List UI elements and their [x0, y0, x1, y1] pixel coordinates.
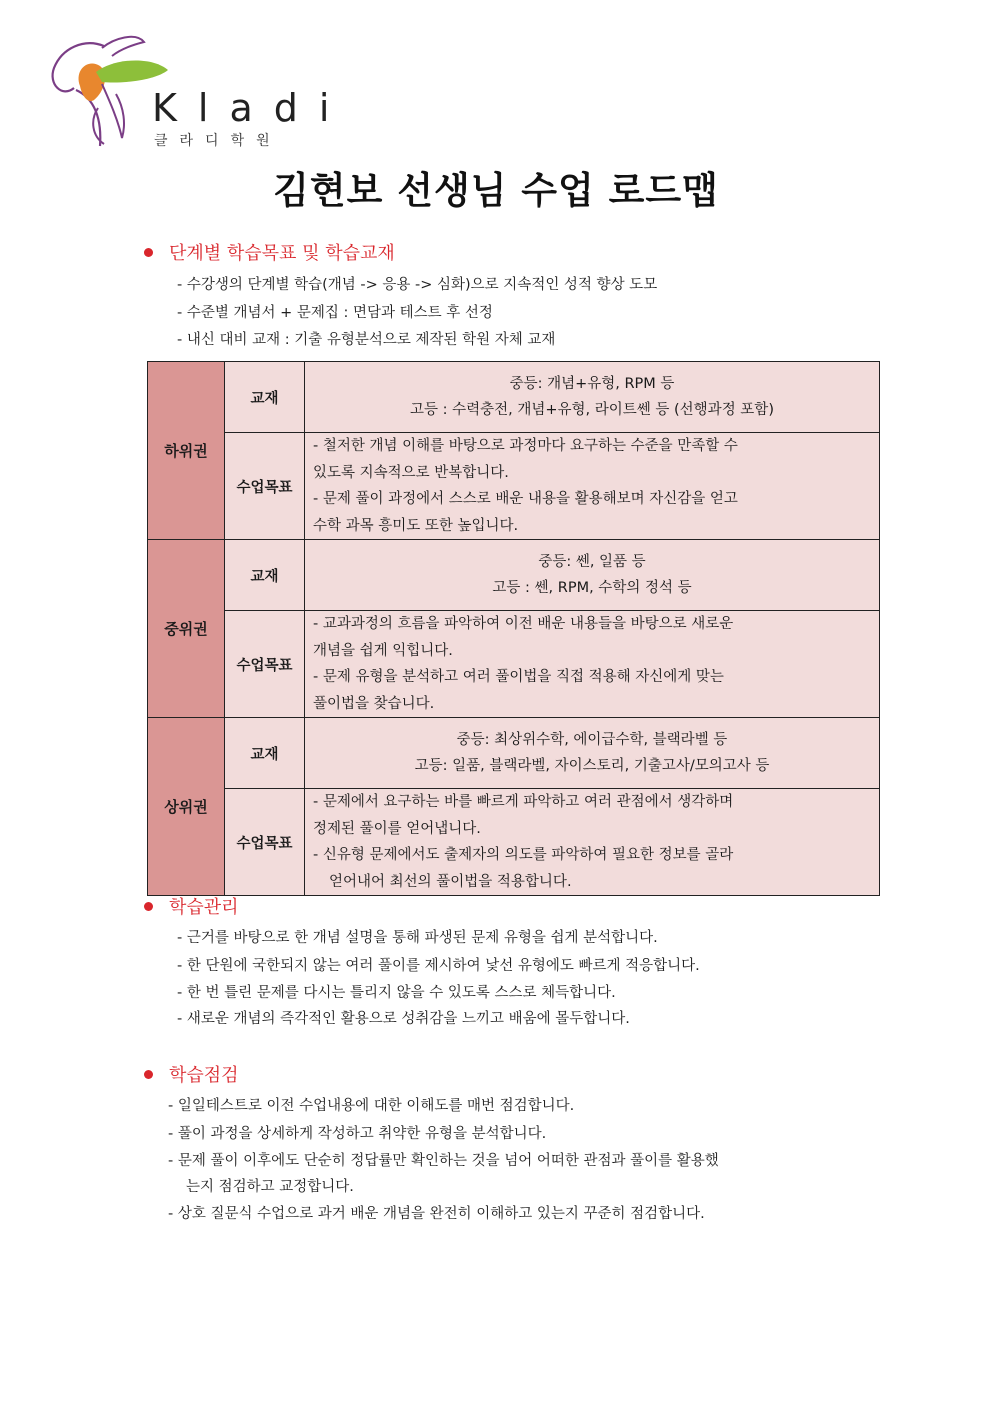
material-line: 고등: 일품, 블랙라벨, 자이스토리, 기출고사/모의고사 등	[414, 758, 770, 774]
bullet-icon	[144, 248, 153, 257]
goal-line: - 문제 유형을 분석하고 여러 풀이법을 직접 적용해 자신에게 맞는	[313, 669, 724, 685]
goal-line: - 문제에서 요구하는 바를 빠르게 파악하고 여러 관점에서 생각하며	[313, 794, 734, 810]
section-line: - 한 단원에 국한되지 않는 여러 풀이를 제시하여 낯선 유형에도 빠르게 적응합니다.	[177, 958, 700, 974]
goals-cell	[305, 433, 880, 540]
page-title: 김현보 선생님 수업 로드맵	[273, 169, 719, 212]
material-label-cell: 교재	[225, 362, 305, 433]
goal-line: 있도록 지속적으로 반복합니다.	[313, 464, 509, 481]
section-heading-text: 학습점검	[169, 1065, 239, 1086]
material-line: 고등 : 쎈, RPM, 수학의 정석 등	[492, 580, 692, 596]
level-cell: 하위권	[148, 362, 225, 540]
materials-cell	[305, 540, 880, 611]
section-heading-goals	[144, 239, 395, 265]
section-line: 는지 점검하고 교정합니다.	[186, 1179, 354, 1195]
table-row	[148, 362, 880, 433]
materials-cell	[305, 718, 880, 789]
goal-label-cell: 수업목표	[225, 789, 305, 896]
section-heading-text: 학습관리	[169, 897, 239, 918]
section-line: - 근거를 바탕으로 한 개념 설명을 통해 파생된 문제 유형을 쉽게 분석합니다.	[177, 930, 658, 946]
section-line: - 수준별 개념서 + 문제집 : 면담과 테스트 후 선정	[177, 305, 493, 321]
table-row	[148, 540, 880, 611]
goal-line: 풀이법을 찾습니다.	[313, 695, 435, 712]
goal-line: - 문제 풀이 과정에서 스스로 배운 내용을 활용해보며 자신감을 얻고	[313, 491, 738, 507]
section-line: - 상호 질문식 수업으로 과거 배운 개념을 완전히 이해하고 있는지 꾸준히 점검합니다.	[168, 1206, 705, 1222]
goal-line: - 신유형 문제에서도 출제자의 의도를 파악하여 필요한 정보를 골라	[313, 847, 734, 863]
material-line: 중등: 최상위수학, 에이급수학, 블랙라벨 등	[456, 732, 728, 748]
section-line: - 일일테스트로 이전 수업내용에 대한 이해도를 매번 점검합니다.	[168, 1098, 575, 1114]
goal-line: 개념을 쉽게 익힙니다.	[313, 642, 453, 659]
logo-subtitle: 클라디학원	[154, 133, 282, 149]
section-line: - 새로운 개념의 즉각적인 활용으로 성취감을 느끼고 배움에 몰두합니다.	[177, 1011, 630, 1027]
section-line: - 문제 풀이 이후에도 단순히 정답률만 확인하는 것을 넘어 어떠한 관점과 풀이를 활용했	[168, 1153, 719, 1169]
section-line: - 수강생의 단계별 학습(개념 -> 응용 -> 심화)으로 지속적인 성적 향상 도모	[177, 277, 658, 293]
section-heading-check	[144, 1061, 239, 1087]
logo-wordmark: Kladi	[152, 86, 351, 130]
material-label-cell: 교재	[225, 540, 305, 611]
section-heading-management	[144, 893, 239, 919]
goals-cell	[305, 611, 880, 718]
goal-label-cell: 수업목표	[225, 433, 305, 540]
goal-line: 정제된 풀이를 얻어냅니다.	[313, 820, 481, 837]
goal-line: - 교과과정의 흐름을 파악하여 이전 배운 내용들을 바탕으로 새로운	[313, 616, 734, 632]
table-row	[148, 611, 880, 718]
goal-line: 얻어내어 최선의 풀이법을 적용합니다.	[329, 873, 572, 890]
table-row	[148, 718, 880, 789]
table-row	[148, 789, 880, 896]
section-line: - 한 번 틀린 문제를 다시는 틀리지 않을 수 있도록 스스로 체득합니다.	[177, 985, 616, 1001]
level-cell: 중위권	[148, 540, 225, 718]
section-line: - 내신 대비 교재 : 기출 유형분석으로 제작된 학원 자체 교재	[177, 332, 556, 348]
academy-logo	[44, 28, 351, 153]
section-heading-text: 단계별 학습목표 및 학습교재	[169, 243, 395, 264]
materials-cell	[305, 362, 880, 433]
roadmap-table	[147, 361, 880, 896]
material-line: 중등: 개념+유형, RPM 등	[509, 376, 675, 392]
goals-cell	[305, 789, 880, 896]
goal-line: 수학 과목 흥미도 또한 높입니다.	[313, 517, 519, 534]
section-line: - 풀이 과정을 상세하게 작성하고 취약한 유형을 분석합니다.	[168, 1126, 547, 1142]
bullet-icon	[144, 902, 153, 911]
table-row	[148, 433, 880, 540]
goal-label-cell: 수업목표	[225, 611, 305, 718]
bullet-icon	[144, 1070, 153, 1079]
level-cell: 상위권	[148, 718, 225, 896]
material-label-cell: 교재	[225, 718, 305, 789]
goal-line: - 철저한 개념 이해를 바탕으로 과정마다 요구하는 수준을 만족할 수	[313, 438, 738, 454]
material-line: 중등: 쎈, 일품 등	[538, 554, 646, 570]
material-line: 고등 : 수력충전, 개념+유형, 라이트쎈 등 (선행과정 포함)	[410, 402, 774, 418]
